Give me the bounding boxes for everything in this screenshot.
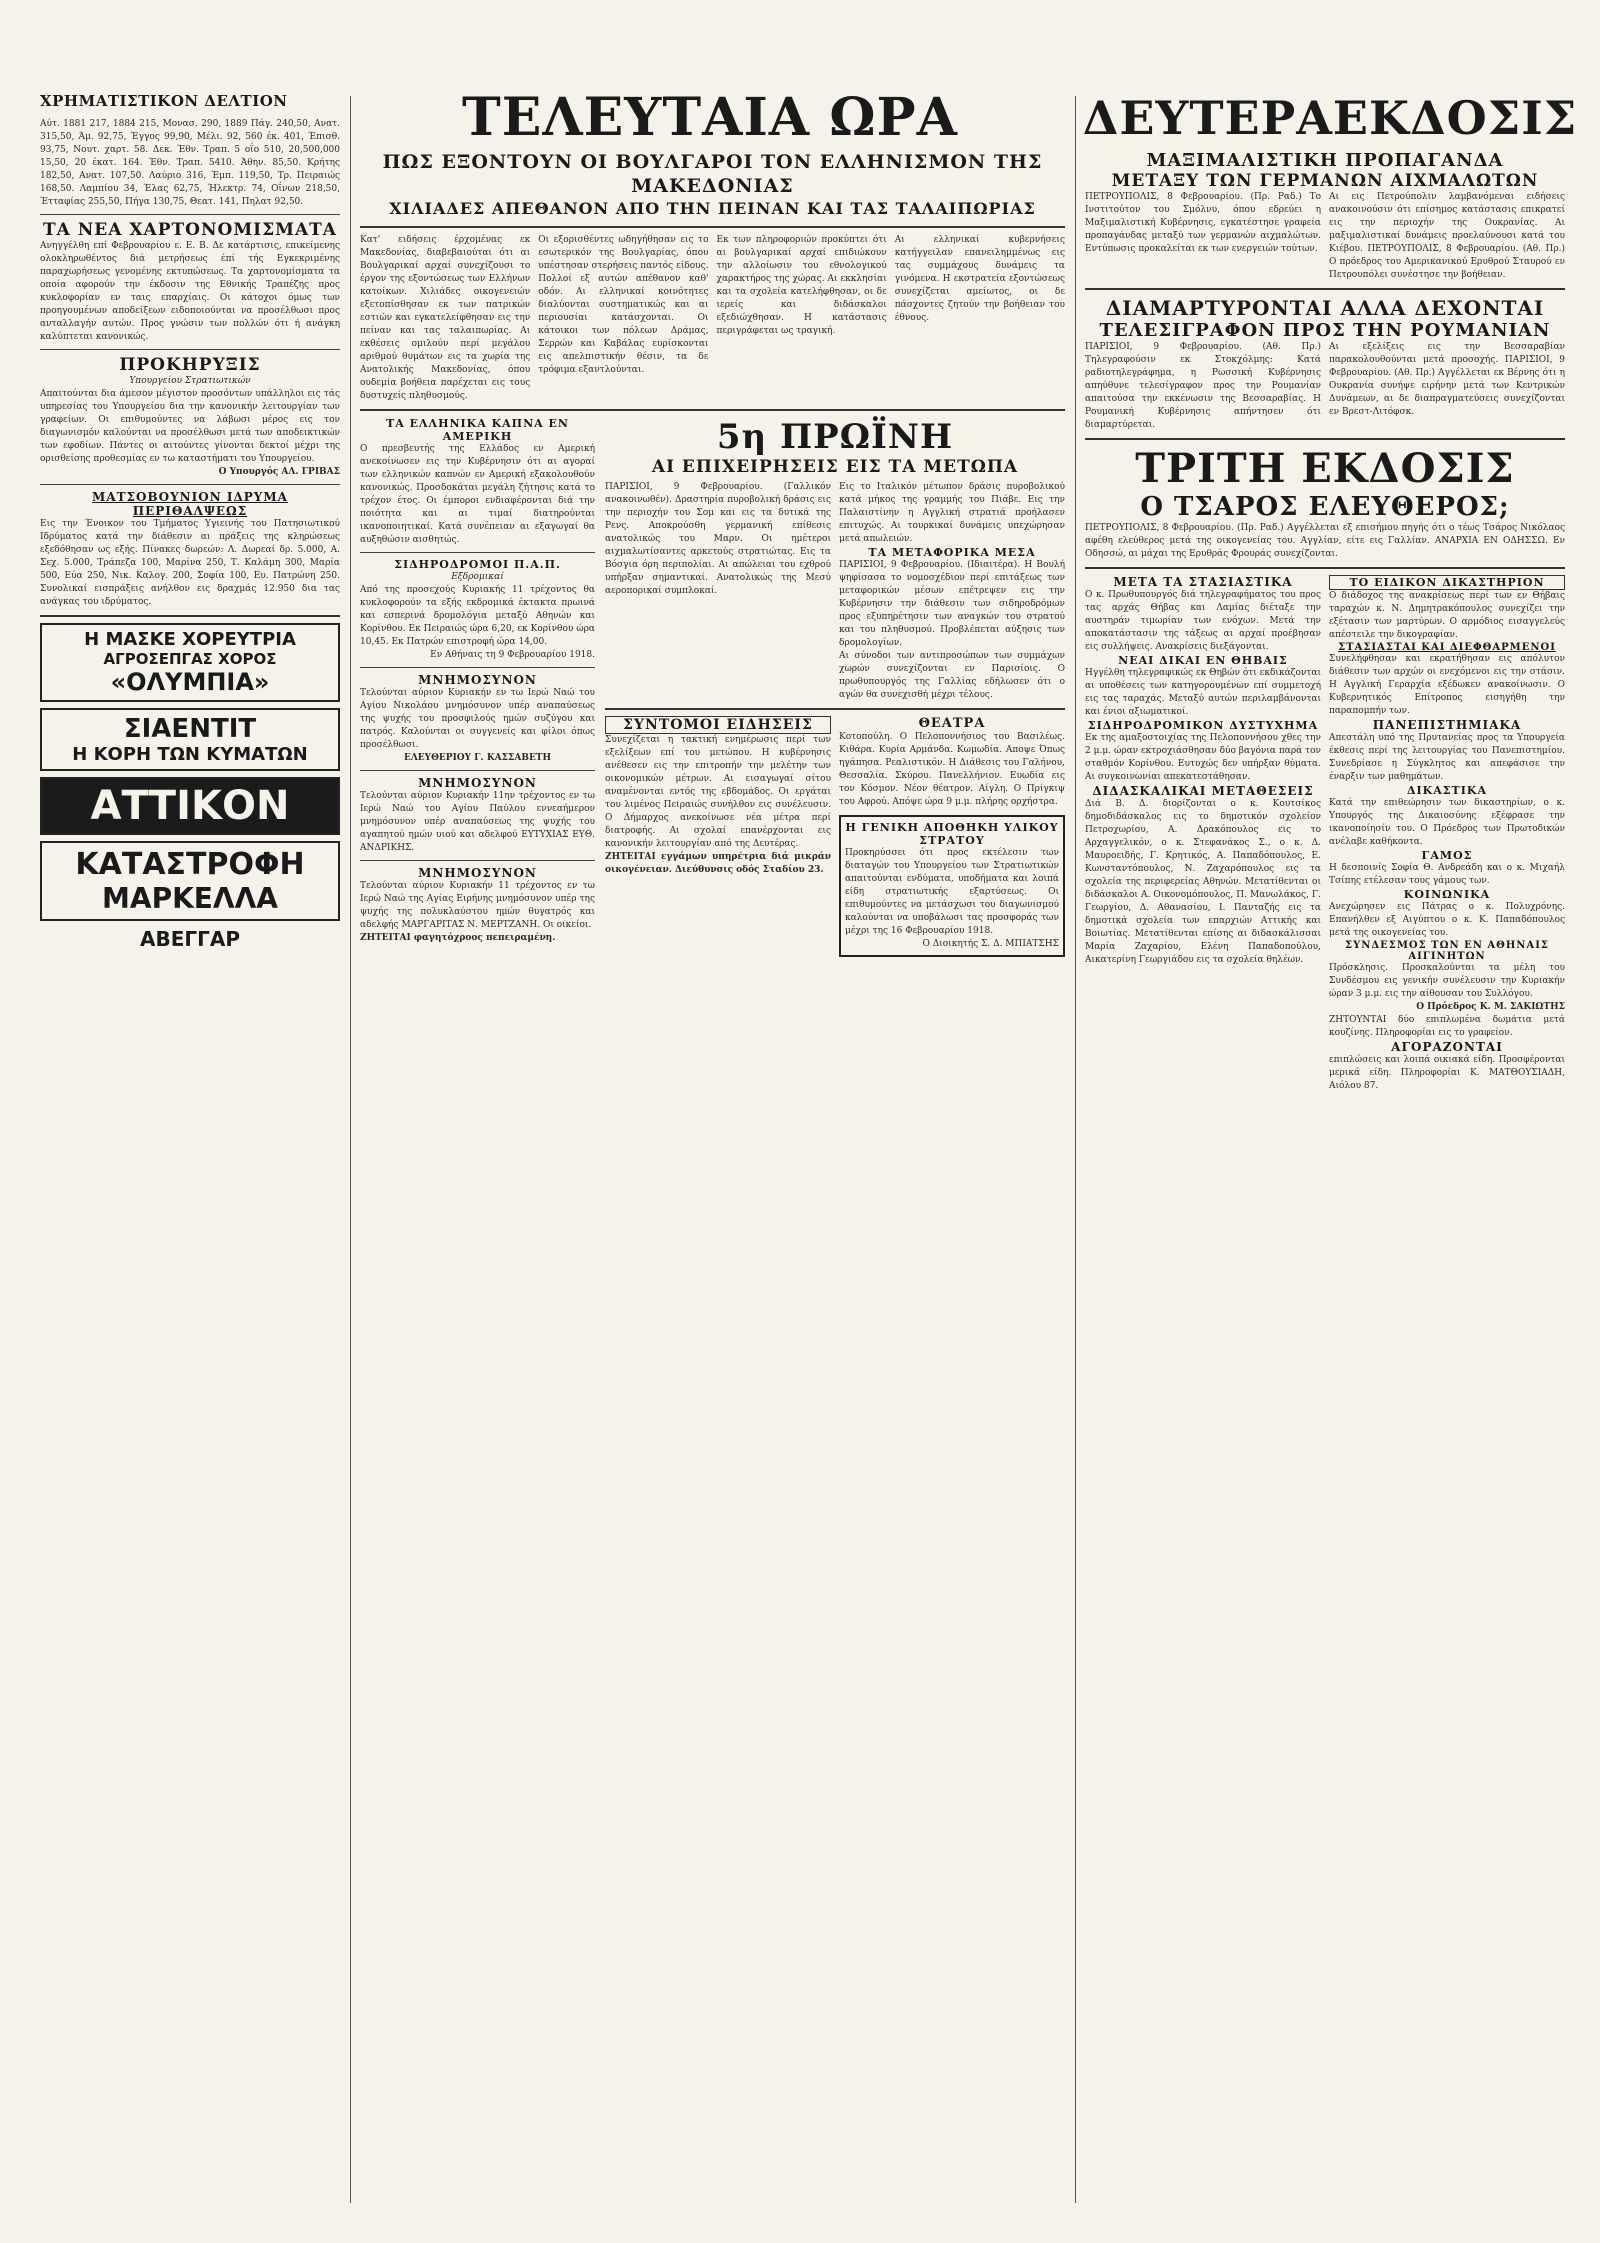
tobacco-body: Ο πρεσβευτής της Ελλάδος εν Αμερική ανεκοίνωσεν εις την Κυβέρνησιν ότι αι αγοραί των ελληνικών καπνών εν Αμερική εξακολουθούν κανονικώς. Προσδοκάται μεγάλη ζήτησις κατά το τρέχον έτος. Οι έμποροι ενδιαφέρονται διά την ποιότητα και αι τιμαί διατηρούνται ικανοποιητικαί. Κατά συνέπειαν αι εξαγωγαί θα αυξηθώσιν αισθητώς. — [360, 444, 595, 545]
romania-title: ΔΙΑΜΑΡΤΥΡΟΝΤΑΙ ΑΛΛΑ ΔΕΧΟΝΤΑΙ — [1105, 296, 1545, 320]
ad4-line1: ΚΑΤΑΣΤΡΟΦΗ — [75, 847, 305, 882]
social-body: Ανεχώρησεν εις Πάτρας ο κ. Πολυχρόνης. Επανήλθεν εξ Αιγύπτου ο κ. Κ. Παπαδόπουλος μετά της οικογενείας του. — [1329, 902, 1565, 938]
lottery-body: Εις την Ένοικον του Τμήματος Υγιεινής του Πατησιωτικού Ιδρύματος κατά την διάθεσιν αι πράξεις της κληρώσεως εξεδόθησαν ως εξής. Πίνακες δωρεών: Λ. Δωρεαί δρ. 5.000, Α. Σεχ. 5.000, Τράπεζα 100, Μαρίνα 250, Τ. Καλάμη 300, Μαρία 500, Εύα 250, Νικ. Καλογ. 200, Σοφία 100, Ευ. Πατρώνη 250. Συνολικαί εισπράξεις ανήλθον εις δραχμάς 12.950 δια τας ανάγκας του ιδρύματος. — [40, 519, 340, 607]
rail-sign: Εν Αθήναις τη 9 Φεβρουαρίου 1918. — [430, 650, 595, 660]
center-column — [360, 150, 1065, 2203]
ad1-line1: Η ΜΑΣΚΕ ΧΟΡΕΥΤΡΙΑ — [84, 629, 296, 650]
ad-footer: ΑΒΕΓΓΑΡ — [139, 927, 240, 951]
thebes-title: ΝΕΑΙ ΔΙΚΑΙ ΕΝ ΘΗΒΑΙΣ — [1118, 654, 1288, 667]
top-left-heading: ΧΡΗΜΑΤΙΣΤΙΚΟΝ ΔΕΛΤΙΟΝ — [40, 92, 288, 110]
wedding-body: Η δεσποινίς Σοφία Θ. Ανδρεάδη και ο κ. Μιχαήλ Τσίπης ετέλεσαν τους γάμους των. — [1329, 863, 1565, 886]
court-sub: ΣΤΑΣΙΑΣΤΑΙ ΚΑΙ ΔΙΕΦΘΑΡΜΕΝΟΙ — [1338, 642, 1556, 653]
proclamation-body: Απαιτούνται δια άμεσον μέγιστον προσόντων υπάλληλοι εις τάς υπηρεσίας του Υπουργείου δια την κανονικήν λειτουργίαν των γραφείων. Οι επιθυμούντες να λάβωσι μέρος εις τον διαγωνισμόν καλούνται να προσέλθωσι μετά των αποδεικτικών των εφοδίων. Πάντες οι αιτούντες γίνονται δεκτοί μέχρι της ορισθείσης προθεσμίας εν τω καταστήματι του Υπουργείου. — [40, 389, 340, 464]
memorial-body-2: Τελούνται αύριον Κυριακήν 11ην τρέχοντος εν τω Ιερώ Ναώ του Αγίου Παύλου εννεαήμερον μνημόσυνον υπέρ αναπαύσεως της ψυχής του αγαπητού ημών υιού και αδελφού ΕΥΤΥΧΙΑΣ ΕΥΘ. ΑΝΔΡΙΚΗΣ. — [360, 791, 595, 853]
rail-title: ΣΙΔΗΡΟΔΡΟΜΟΙ Π.Α.Π. — [394, 558, 561, 571]
center-subcol-1 — [360, 417, 595, 963]
memorial-title-1: ΜΝΗΜΟΣΥΝΟΝ — [418, 673, 537, 687]
romania-body — [1085, 341, 1565, 432]
union-title: ΣΥΝΔΕΣΜΟΣ ΤΩΝ ΕΝ ΑΘΗΝΑΙΣ ΑΙΓΙΝΗΤΩΝ — [1345, 940, 1549, 962]
tobacco-title: ΤΑ ΕΛΛΗΝΙΚΑ ΚΑΠΝΑ ΕΝ ΑΜΕΡΙΚΗ — [386, 417, 569, 443]
left-column — [40, 118, 340, 2203]
ad1-line2: ΑΓΡΟΣΕΠΓΑΣ ΧΟΡΟΣ — [103, 650, 277, 668]
story-column-c: Εκ των πληροφοριών προκύπτει ότι αι βουλγαρικαί αρχαί επιδιώκουν την αλλοίωσιν του εθνολογικού χαρακτήρος της χώρας. Αι εκκλησίαι και τα σχολεία κατελήφθησαν, οι δε ιερείς και διδάσκαλοι εξεδιώχθησαν. Η κατάστασις περιγράφεται ως τραγική. — [716, 235, 887, 336]
military-notice — [839, 815, 1065, 957]
memorial-foot: ΖΗΤΕΙΤΑΙ φαγητόχροος πεπειραμένη. — [360, 933, 556, 943]
ad1-line3: «ΟΛΥΜΠΙΑ» — [110, 668, 270, 696]
fifth-edition-title: 5η ΠΡΩΪΝΗ — [716, 417, 954, 457]
lottery-title: ΜΑΤΣΟΒΟΥΝΙΟΝ ΙΔΡΥΜΑ ΠΕΡΙΘΑΛΨΕΩΣ — [92, 490, 288, 518]
social-title: ΚΟΙΝΩΝΙΚΑ — [1403, 888, 1491, 901]
wanted-rooms: ΖΗΤΟΥΝΤΑΙ δύο επιπλωμένα δωμάτια μετά κουζίνης. Πληροφορίαι εις το γραφείον. — [1329, 1015, 1565, 1038]
macedonia-story — [360, 234, 1065, 403]
court-body-2: Συνελήφθησαν και εκρατήθησαν εις απόλυτον διάθεσιν των αρχών οι ενεχόμενοι εις την στάσιν. Η Αγγλική Γεραρχία εξέδωκεν ανακοίνωσιν. Ο Κυβερνητικός Επίτροπος εισηγήθη την παραπομπήν των. — [1329, 654, 1565, 716]
ad2-line2: Η ΚΟΡΗ ΤΩΝ ΚΥΜΑΤΩΝ — [72, 744, 308, 765]
university-body: Απεστάλη υπό της Πρυτανείας προς τα Υπουργεία έκθεσις περί της λειτουργίας του Πανεπιστημίου. Συνεδρίασε η Σύγκλητος και απεφάσισε την έναρξιν των μαθημάτων. — [1329, 733, 1565, 782]
fifth-edition-sub: ΑΙ ΕΠΙΧΕΙΡΗΣΕΙΣ ΕΙΣ ΤΑ ΜΕΤΩΠΑ — [651, 457, 1019, 477]
memorial-title-3: ΜΝΗΜΟΣΥΝΟΝ — [418, 866, 537, 880]
center-lower — [360, 417, 1065, 963]
teachers-title: ΔΙΔΑΣΚΑΛΙΚΑΙ ΜΕΤΑΘΕΣΕΙΣ — [1092, 784, 1314, 798]
rail-accident-body: Εκ της αμαξοστοιχίας της Πελοποννήσου χθες την 2 μ.μ. ώραν εκτροχιάσθησαν δύο βαγόνια παρά τον σταθμόν Κορίνθου. Ευτυχώς δεν υπήρξαν θύματα. Αι συγκοινωνίαι απεκατεστάθησαν. — [1085, 733, 1321, 782]
maximalist-col-b: Αι εις Πετρούπολιν λαμβανόμεναι ειδήσεις ανακοινούσιν ότι επίσημος κατάστασις επικρατεί εις την περιοχήν της Ουκρανίας. Αι μαξιμαλιστικαί δυνάμεις προελαύνουσι κατά του Κιέβου. ΠΕΤΡΟΥΠΟΛΙΣ, 8 Φεβρουαρίου. (Αθ. Πρ.) Ο πρόεδρος του Αμερικανικού Ερυθρού Σταυρού εν Πετρουπόλει συνέστησε την βοήθειαν. — [1329, 192, 1565, 280]
proclamation-title: ΠΡΟΚΗΡΥΞΙΣ — [119, 355, 261, 375]
market-report: Αύτ. 1881 217, 1884 215, Μονασ. 290, 1889 Πάγ. 240,50, Ανατ. 315,50, Άμ. 92,75, Έγγος 99,90, Μέλι. 92, 560 έκ. 401, Έπισθ. 93,75, Νουτ. χαρτ. 58. Δεκ. Έθν. Τραπ. 5 οΐο 510, 20,500,000 15,50, 20 έκατ. 164. Έθν. Τραπ. 5410. Άθην. 85,50. Κρήτης 182,50, Ανατ. 107,50. Λαύριο 316, Έμπ. 119,50, Τρ. Πειραιώς 168,50. Λαμπίου 34, Έλας 62,75, Ήλεκτρ. 74, Οΐνων 218,50, Έτταφίας 255,50, Πήγα 130,75, Θεατ. 141, Πηλατ 92,50. — [40, 119, 340, 207]
court-title: ΤΟ ΕΙΔΙΚΟΝ ΔΙΚΑΣΤΗΡΙΟΝ — [1329, 575, 1565, 590]
memorial-title-2: ΜΝΗΜΟΣΥΝΟΝ — [418, 776, 537, 790]
union-sign: Ο Πρόεδρος Κ. Μ. ΣΑΚΙΩΤΗΣ — [1416, 1002, 1565, 1012]
right-subcol-1 — [1085, 575, 1321, 1093]
front-report: ΠΑΡΙΣΙΟΙ, 9 Φεβρουαρίου. (Γαλλικόν ανακοινωθέν). Δραστηρία πυροβολική δράσις εις την περιοχήν του Σομ και εις τα δυτικά της Ρενς. Αποκρούσθη γερμανική επίθεσις ανατολικώς του Μαρν. Οι ημέτεροι αιχμαλωτίσαντες αρκετούς στρατιώτας. Εις τα Βόσγια όρη περιπολίαι. Αι απώλειαι του εχθρού υπήρξαν σημαντικαί. Ανατολικώς της Μεσύ αεροπορικαί συμπλοκαί. — [605, 482, 831, 596]
romania-sub: ΤΕΛΕΣΙΓΡΑΦΟΝ ΠΡΟΣ ΤΗΝ ΡΟΥΜΑΝΙΑΝ — [1099, 320, 1551, 341]
entertainment-ad-3 — [40, 777, 340, 835]
romania-col-a: ΠΑΡΙΣΙΟΙ, 9 Φεβρουαρίου. (Αθ. Πρ.) Τηλεγραφούσιν εκ Στοκχόλμης: Κατά ραδιοτηλεγράφημα, η Ρωσσική Κυβέρνησις απηύθυνε τελεσίγραφον προς την Ρουμανίαν απαιτούσα την εκκένωσιν της Βεσσαραβίας. Η Ρουμανική Κυβέρνησις απήντησεν ότι διαμαρτύρεται. — [1085, 342, 1321, 430]
entertainment-ad-4 — [40, 841, 340, 921]
memorial-body-3: Τελούνται αύριον Κυριακήν 11 τρέχοντος εν τω Ιερώ Ναώ της Αγίας Ειρήνης μνημόσυνον υπέρ της ψυχής της πολυκλαύστου ημών θυγατρός και αδελφής ΜΑΡΓΑΡΙΤΑΣ Ν. ΜΕΡΤΖΑΝΗ. Οι οικείοι. — [360, 881, 595, 930]
buy-body: επιπλώσεις και λοιπά οικιακά είδη. Προσφέρονται μερικά είδη. Πληροφορίαι Κ. ΜΑΤΘΟΥΣΙΑΔΗ, Αιόλου 87. — [1329, 1055, 1565, 1091]
theatre-body: Κοτοπούλη. Ο Πελοποννήσιος του Βασιλέως. Κιθάρα. Κυρία Αρμάνδα. Κωμωδία. Αποψε Όπως ηγάπησα. Ρεαλιστικόν. Η Διάθεσις του Γαλήνου, Θεσσαλία. Σκύρου. Πανελλήνιον. Ευωδία εις τον Κόσμον. Νέον θέατρον. Αίγλη. Ο Πρίγκιψ του Αφρού. Απόψε ώρα 9 μ.μ. πλήρης ορχήστρα. — [839, 732, 1065, 807]
center-subcol-2 — [605, 417, 1065, 963]
center-sub-headline: ΠΩΣ ΕΞΟΝΤΟΥΝ ΟΙ ΒΟΥΛΓΑΡΟΙ ΤΟΝ ΕΛΛΗΝΙΣΜΟΝ ΤΗΣ ΜΑΚΕΔΟΝΙΑΣ — [382, 151, 1043, 197]
teachers-body: Διά Β. Δ. διορίζονται ο κ. Κουτσίκος δημοδιδάσκαλος εις το δημοτικόν σχολείον Πετροχωρίου, Α. Δρακόπουλος εις το Αρχαγγελικόν, ο κ. Στεφανάκος Σ., ο κ. Δ. Μαυροειδής, Γ. Κρητικός, Α. Παπαδόπουλος, Ε. Κωνσταντόπουλος, Ν. Ζαχαρόπουλος εις τα σχολεία της περιφερείας Αθηνών. Μετατίθενται οι διδάσκαλοι Α. Οικονομόπουλος, Π. Μανωλάκος, Γ. Γεωργίου, Δ. Αθανασίου, Ι. Πανταζής εις τα δημοτικά σχολεία των επαρχιών Αττικής και Βοιωτίας. Μετατίθενται επίσης αι διδασκάλισσαι Μαρία Ζαχαρίου, Ελένη Παπαδοπούλου, Αικατερίνη Γεωργιάδου εις τα σχολεία θηλέων. — [1085, 799, 1321, 965]
proclamation-signature: Ο Υπουργός ΑΛ. ΓΡΙΒΑΣ — [218, 467, 340, 477]
justice-body: Κατά την επιθεώρησιν των δικαστηρίων, ο κ. Υπουργός της Δικαιοσύνης εξέφρασε την ικανοποίησίν του. Ο Πρόεδρος των Πρωτοδικών ανέλαβε καθήκοντα. — [1329, 798, 1565, 847]
transport-body: ΠΑΡΙΣΙΟΙ, 9 Φεβρουαρίου. (Ιδιαιτέρα). Η Βουλή ψηφίσασα το νομοσχέδιον περί επιτάξεως των μεταφορικών μέσων επέτρεψεν εις την Κυβέρνησιν την διάθεσιν των σιδηροδρόμων προς εξυπηρέτησιν των αναγκών του στρατού και του πληθυσμού. Προβλέπεται αύξησις των δρομολογίων. — [839, 560, 1065, 648]
right-subcol-2 — [1329, 575, 1565, 1093]
theatre-col — [839, 716, 1065, 963]
romania-col-b: Αι εξελίξεις εις την Βεσσαραβίαν παρακολουθούνται μετά προσοχής. ΠΑΡΙΣΙΟΙ, 9 Φεβρουαρίου. (Αθ. Πρ.) Αγγέλλεται εκ Βέρνης ότι η Ουκρανία συνήψε ειρήνην μετά των Κεντρικών Δυνάμεων, αι δε διαπραγματεύσεις συνεχίζονται εν Βρεστ-Λιτόφσκ. — [1329, 342, 1565, 417]
right-lower — [1085, 575, 1565, 1093]
story-column-d: Αι ελληνικαί κυβερνήσεις κατήγγειλαν επανειλημμένως εις τας συμμάχους δυνάμεις τα γινόμενα. Η εκστρατεία εξοντώσεως συνεχίζεται αμείωτος, οι δε πάσχοντες ζητούν την βοήθειαν του έθνους. — [894, 235, 1065, 323]
late-news: Αι σύνοδοι των αντιπροσώπων των συμμάχων χωρών συνεχίζονται εν Παρισίοις. Ο πρωθυπουργός της Γαλλίας εδήλωσεν ότι ο αγών θα συνεχισθή μέχρι τέλους. — [839, 651, 1065, 700]
rail-sub: Εξδρομικαί — [451, 572, 504, 582]
university-title: ΠΑΝΕΠΙΣΤΗΜΙΑΚΑ — [1372, 718, 1522, 732]
tsar-body: ΠΕΤΡΟΥΠΟΛΙΣ, 8 Φεβρουαρίου. (Πρ. Ραδ.) Αγγέλλεται εξ επισήμου πηγής ότι ο τέως Τσάρος Νικόλαος αφέθη ελεύθερος μετά της οικογενείας του. Αγγλίαν, είτε εις Γαλλίαν. ΑΝΑΡΧΙΑ ΕΝ ΟΔΗΣΣΩ. Εν Οδησσώ, αι μάχαι της Ερυθράς Φρουράς συνεχίζονται. — [1085, 523, 1565, 559]
short-news-title: ΣΥΝΤΟΜΟΙ ΕΙΔΗΣΕΙΣ — [605, 716, 831, 734]
memorial-name-1: ΕΛΕΥΘΕΡΙΟΥ Γ. ΚΑΣΣΑΒΕΤΗ — [403, 753, 552, 763]
maximalist-col-a: ΠΕΤΡΟΥΠΟΛΙΣ, 8 Φεβρουαρίου. (Πρ. Ραδ.) Το Ινστιτούτον του Σμόλνυ, όπου εδρεύει η Μαξιμαλιστική Κυβέρνησις, εγκατέστησε γραφεία προπαγάνδας μεταξύ των γερμανών αιχμαλώτων. Εντύπωσις προκαλείται εκ των ενεργειών τούτων. — [1085, 192, 1321, 254]
ad2-line1: ΣΙΑΕΝΤΙΤ — [123, 714, 257, 744]
wanted-ad: ΖΗΤΕΙΤΑΙ εγγάμων υπηρέτρια διά μικράν οικογένειαν. Διεύθυνσις οδός Σταδίου 23. — [605, 852, 831, 875]
right-column — [1085, 150, 1565, 2203]
right-banner: ΔΕΥΤΕΡΑΕΚΔΟΣΙΣ — [1082, 91, 1578, 145]
ad3-title: ΑΤΤΙΚΟΝ — [90, 783, 290, 829]
rail-body: Από της προσεχούς Κυριακής 11 τρέχοντος θα κυκλοφορούν τα εξής εκδρομικά έκτακτα πρωινά και εσπερινά δρομολόγια μεταξύ Αθηνών και Κορίνθου. Εκ Πειραιώς ώρα 6,20, εκ Κορίνθου ώρα 10,45. Εκ Πατρών επιστροφή ώρα 14,00. — [360, 585, 595, 647]
rail-accident-title: ΣΙΔΗΡΟΔΡΟΜΙΚΟΝ ΔΥΣΤΥΧΗΜΑ — [1087, 719, 1319, 732]
third-edition-title: ΤΡΙΤΗ ΕΚΔΟΣΙΣ — [1135, 445, 1515, 492]
tsar-title: Ο ΤΣΑΡΟΣ ΕΛΕΥΘΕΡΟΣ; — [1140, 492, 1510, 522]
fifth-right — [839, 481, 1065, 702]
column-rule — [350, 96, 351, 2203]
paper-money-body: Ανηγγέλθη επί Φεβρουαρίου ε. Ε. Β. Δε κατάρτισις, επικείμενης ολοκληρωθέντος διά μετρήσεως έπί τής Εγκεκριμένης παραχωρήσεως γενομένης εκτυπώσεως. Τα χαρτονομίσματα τα οποία αφορούν την έκδοσιν της Εθνικής Τραπέζης προς κυκλοφορίαν εν ταις επαρχίαις. Οι κάτοχοι όμως των προηγουμένων αποδείξεων ειδοποιούνται να προσέλθωσι προς ανταλλαγήν αυτών. Προς γνώσιν των πολλών ότι ή ανάγκη καλύπτεται κανονικώς. — [40, 241, 340, 342]
short-news-col — [605, 716, 831, 963]
thebes-body: Ηγγέλθη τηλεγραφικώς εκ Θηβών ότι εκδικάζονται αι υποθέσεις των κατηγορουμένων επί συμμετοχή εις τας ταραχάς. Μεταξύ αυτών περιλαμβάνονται και ένιοι αξιωματικοί. — [1085, 668, 1321, 717]
short-news-body: Συνεχίζεται η τακτική ενημέρωσις περί των εξελίξεων επί του μετώπου. Η κυβέρνησις ανέθεσεν εις την επιτροπήν την μελέτην των οικονομικών μέτρων. Αι εισαγωγαί σίτου αναμένονται εντός της εβδομάδος. Οι εργάται του λιμένος Πειραιώς συνήλθον εις συνέλευσιν. Ο Δήμαρχος ανεκοίνωσε νέα μέτρα περί διατροφής. Αι σχολαί επανέρχονται εις κανονικήν λειτουργίαν από της Δευτέρας. — [605, 735, 831, 849]
center-banner: ΤΕΛΕΥΤΑΙΑ ΩΡΑ — [462, 87, 958, 148]
center-bottom — [605, 716, 1065, 963]
theatre-title: ΘΕΑΤΡΑ — [918, 716, 986, 731]
buy-title: ΑΓΟΡΑΖΟΝΤΑΙ — [1391, 1040, 1503, 1054]
entertainment-ad-2 — [40, 708, 340, 771]
court-body: Ο διάδοχος της ανακρίσεως περί των εν Θήβαις ταραχών κ. Ν. Δημητρακόπουλος συνεχίζει την εξέτασιν των μαρτύρων. Ο αρμόδιος εισαγγελεύς απέστειλε την δικογραφίαν. — [1329, 591, 1565, 640]
memorial-body-1: Τελούνται αύριον Κυριακήν εν τω Ιερώ Ναώ του Αγίου Νικολάου μνημόσυνον υπέρ αναπαύσεως της ψυχής του προσφιλούς ημών συζύγου και πατρός. Καλούνται οι συγγενείς και φίλοι όπως προσέλθωσι. — [360, 688, 595, 750]
riots-body: Ο κ. Πρωθυπουργός διά τηλεγραφήματος του προς τας αρχάς Θήβας και Λαμίας διέταξε την αυστηράν τιμωρίαν των ενόχων. Μετά την αποκατάστασιν της τάξεως αι αρχαί προέβησαν εις συλλήψεις. Ανακρίσεις διεξάγονται. — [1085, 590, 1321, 652]
entertainment-ad-1 — [40, 623, 340, 702]
center-sub-headline-2: ΧΙΛΙΑΔΕΣ ΑΠΕΘΑΝΟΝ ΑΠΟ ΤΗΝ ΠΕΙΝΑΝ ΚΑΙ ΤΑΣ ΤΑΛΑΙΠΩΡΙΑΣ — [389, 199, 1036, 218]
front-report-2: Εις το Ιταλικόν μέτωπον δράσις πυροβολικού κατά μήκος της γραμμής του Πιάβε. Εις την Παλαιστίνην η Αγγλική στρατιά προήλασεν επιτυχώς. Αι τουρκικαί δυνάμεις υπεχώρησαν μετά απωλειών. — [839, 482, 1065, 544]
column-rule — [1075, 96, 1076, 2203]
story-column-b: Οι εξορισθέντες ωδηγήθησαν εις το εσωτερικόν της Βουλγαρίας, όπου υπέστησαν στερήσεις παντός είδους. Πολλοί εξ αυτών απέθανον καθ' οδόν. Αι ελληνικαί κοινότητες διαλύονται συστηματικώς και αι περιουσίαι κατάσχονται. Οι κάτοικοι των πόλεων Δράμας, Σερρών και Καβάλας ευρίσκονται εις απελπιστικήν θέσιν, τα δε τρόφιμα εξαντλούνται. — [538, 235, 709, 375]
proclamation-sub: Υπουργείου Στρατιωτικών — [129, 376, 251, 386]
wedding-title: ΓΑΜΟΣ — [1421, 849, 1473, 862]
maximalist-title: ΜΑΞΙΜΑΛΙΣΤΙΚΗ ΠΡΟΠΑΓΑΝΔΑ — [1146, 150, 1504, 171]
maximalist-sub: ΜΕΤΑΞΥ ΤΩΝ ΓΕΡΜΑΝΩΝ ΑΙΧΜΑΛΩΤΩΝ — [1111, 171, 1539, 191]
ad4-line2: ΜΑΡΚΕΛΛΑ — [102, 882, 278, 915]
military-body: Προκηρύσσει ότι προς εκτέλεσιν των διαταγών του Υπουργείου των Στρατιωτικών απαιτούνται ενδύματα, υποδήματα και λοιπά είδη στρατιωτικής εξαρτύσεως. Οι επιθυμούντες να μετάσχωσι του διαγωνισμού καλούνται να υποβάλωσι τας προσφοράς των μέχρι της 16 Φεβρουαρίου 1918. — [845, 848, 1059, 936]
paper-money-title: ΤΑ ΝΕΑ ΧΑΡΤΟΝΟΜΙΣΜΑΤΑ — [43, 220, 337, 240]
riots-title: ΜΕΤΑ ΤΑ ΣΤΑΣΙΑΣΤΙΚΑ — [1113, 575, 1293, 589]
fifth-edition-body — [605, 481, 1065, 702]
maximalist-body — [1085, 191, 1565, 282]
transport-title: ΤΑ ΜΕΤΑΦΟΡΙΚΑ ΜΕΣΑ — [868, 546, 1036, 559]
union-body: Πρόσκλησις. Προσκαλούνται τα μέλη του Συνδέσμου εις γενικήν συνέλευσιν την Κυριακήν ώραν 3 μ.μ. εις την αίθουσαν του Συλλόγου. — [1329, 963, 1565, 999]
military-sign: Ο Διοικητής Σ. Δ. ΜΠΙΑΤΣΗΣ — [922, 939, 1059, 949]
military-title: Η ΓΕΝΙΚΗ ΑΠΟΘΗΚΗ ΥΛΙΚΟΥ ΣΤΡΑΤΟΥ — [845, 821, 1059, 847]
story-column-a: Κατ' ειδήσεις έρχομένας εκ Μακεδονίας, διαβεβαιούται ότι αι Βουλγαρικαί αρχαί συνεχίζουσι το έργον της εξοντώσεως των Ελλήνων κατοίκων. Χιλιάδες οικογενειών εξετοπίσθησαν εκ των πατρικών εστιών και εγκατελείφθησαν εις την πείναν και τας ταλαιπωρίας. Αι εκθέσεις ομιλούν περί μεγάλου αριθμού θυμάτων εις τα χωρία της Ανατολικής Μακεδονίας, όπου ουδεμία βοήθεια παρέχεται εις τους δυστυχείς πληθυσμούς. — [360, 235, 531, 401]
justice-title: ΔΙΚΑΣΤΙΚΑ — [1407, 784, 1487, 797]
